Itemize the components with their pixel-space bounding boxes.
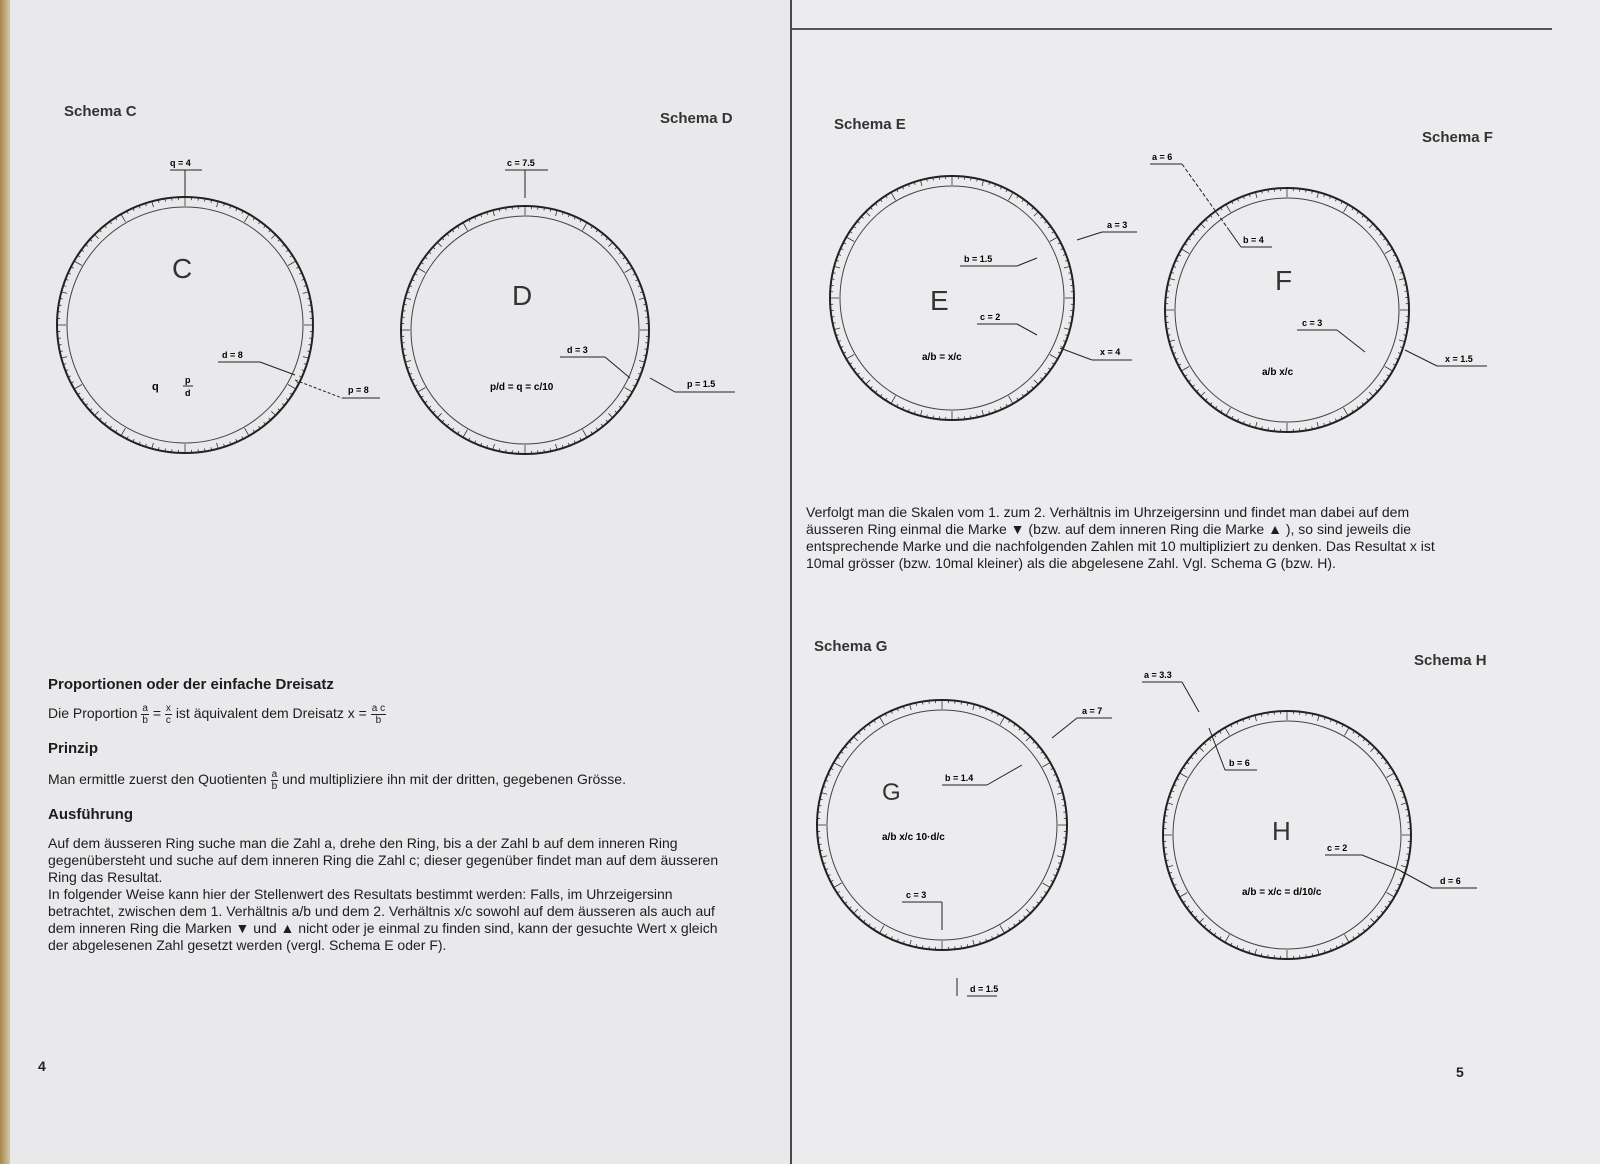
right-page xyxy=(790,0,1600,1164)
scale-tick xyxy=(625,388,633,393)
prinzip-text: Man ermittle zuerst den Quotienten $\frac{a}{b}$ und multipliziere ihn mit der dritten, gegebenen Grösse. xyxy=(48,769,626,792)
dial-c-p-mark: p = 8 xyxy=(348,385,369,395)
dial-c xyxy=(30,140,390,480)
dial-d-formula: p/d = q = c/10 xyxy=(490,382,554,393)
dial-g-b-mark: b = 1.4 xyxy=(945,773,974,783)
scale-paragraph: Verfolgt man die Skalen vom 1. zum 2. Verhältnis im Uhrzeigersinn und findet man dabei auf dem äusseren Ring einmal die Marke ▼ (bzw. auf dem inneren Ring die Marke ▲ ), so sind jeweils die entsprechende Marke und die nachfolgenden Zahlen mit 10 multipliziert zu denken. Das Resultat x ist 10mal grösser (bzw. 10mal kleiner) als die abgelesene Zahl. Vgl. Schema G (bzw. H). xyxy=(806,504,1435,571)
dial-f-a-mark: a = 6 xyxy=(1152,152,1173,162)
scale-tick xyxy=(1226,408,1231,416)
dial-g xyxy=(802,670,1142,1010)
dial-f-letter: F xyxy=(1275,265,1293,296)
scale-tick xyxy=(1344,204,1349,212)
dial-h-formula: a/b = x/c = d/10/c xyxy=(1242,887,1322,898)
scale-tick xyxy=(891,192,896,200)
scale-tick xyxy=(834,883,842,888)
scale-tick xyxy=(846,355,854,360)
page-number-left: 4 xyxy=(38,1058,46,1074)
scale-tick xyxy=(1345,935,1350,943)
scale-tick xyxy=(1050,237,1058,242)
proportion-line: Die Proportion $\frac{a}{b}$ = $\frac{x}{c}$ ist äquivalent dem Dreisatz x = $\frac{\text{a c}}{b}$ xyxy=(48,703,386,726)
dial-h-b-mark: b = 6 xyxy=(1229,758,1250,768)
dial-h-letter: H xyxy=(1272,816,1291,846)
scale-tick xyxy=(463,223,468,231)
dial-f-formula: a/b x/c xyxy=(1262,367,1294,378)
dial-e xyxy=(812,150,1182,460)
dial-f-c-mark: c = 3 xyxy=(1302,318,1323,328)
scale-tick xyxy=(583,430,588,438)
dial-e-b-mark: b = 1.5 xyxy=(964,254,993,264)
scale-tick xyxy=(245,428,250,436)
scale-tick xyxy=(245,214,250,222)
scale-tick xyxy=(463,430,468,438)
fraction-a-b: $\frac{a}{b}$ xyxy=(142,703,148,726)
scale-tick xyxy=(121,214,126,222)
dial-e-x-mark: x = 4 xyxy=(1100,347,1121,357)
dial-f-x-mark: x = 1.5 xyxy=(1445,354,1473,364)
dial-h xyxy=(1137,670,1507,1010)
dial-f-b-mark: b = 4 xyxy=(1243,235,1264,245)
scale-tick xyxy=(1385,367,1393,372)
scale-tick xyxy=(846,237,854,242)
scale-tick xyxy=(1387,893,1395,898)
scale-tick xyxy=(1180,773,1188,778)
dial-d xyxy=(390,150,750,490)
dial-e-letter: E xyxy=(930,285,949,316)
dial-c-formula-q: q xyxy=(152,381,159,393)
scale-tick xyxy=(288,385,296,390)
scale-tick xyxy=(121,428,126,436)
schema-h-label: Schema H xyxy=(1414,652,1487,669)
scale-tick xyxy=(583,223,588,231)
ausfuehrung-text-1: Auf dem äusseren Ring suche man die Zahl a, drehe den Ring, bis a der Zahl b auf dem inneren Ring gegenübersteht und suche auf dem inneren Ring die Zahl c; dieser gegenüber findet man auf dem äusseren Ring das Resultat. xyxy=(48,835,719,885)
scale-tick xyxy=(1050,355,1058,360)
dial-d-c-mark: c = 7.5 xyxy=(507,158,535,168)
heading-prinzip: Prinzip xyxy=(48,740,99,757)
dial-c-formula-p: p xyxy=(185,375,191,385)
schema-f-label: Schema F xyxy=(1422,129,1493,146)
scale-tick xyxy=(880,717,885,725)
scale-tick xyxy=(1387,773,1395,778)
heading-proportion: Proportionen oder der einfache Dreisatz xyxy=(48,676,334,693)
schema-g-label: Schema G xyxy=(814,638,888,655)
scale-tick xyxy=(1225,935,1230,943)
scale-tick xyxy=(1181,249,1189,254)
dial-h-d-mark: d = 6 xyxy=(1440,876,1461,886)
dial-c-letter: C xyxy=(172,253,193,284)
scale-tick xyxy=(625,268,633,273)
proportion-middle: ist äquivalent dem Dreisatz x = xyxy=(175,705,367,722)
scale-tick xyxy=(1181,367,1189,372)
left-page xyxy=(0,0,790,1164)
dial-c-q-mark: q = 4 xyxy=(170,158,191,168)
proportion-section xyxy=(48,676,738,954)
scale-tick xyxy=(1042,763,1050,768)
scale-tick xyxy=(834,763,842,768)
dial-g-d-mark: d = 1.5 xyxy=(970,984,999,994)
dial-e-formula: a/b = x/c xyxy=(922,352,962,363)
dial-c-formula-d: d xyxy=(185,388,191,398)
dial-d-letter: D xyxy=(512,280,533,311)
scale-tick xyxy=(74,261,82,266)
schema-d-label: Schema D xyxy=(660,110,733,127)
scale-tick xyxy=(1009,396,1014,404)
dial-g-formula: a/b x/c 10·d/c xyxy=(882,832,945,843)
scale-tick xyxy=(74,385,82,390)
scale-tick xyxy=(1009,192,1014,200)
dial-h-a-mark: a = 3.3 xyxy=(1144,670,1172,680)
dial-g-a-mark: a = 7 xyxy=(1082,706,1103,716)
scale-tick xyxy=(1344,408,1349,416)
dial-d-p-mark: p = 1.5 xyxy=(687,379,716,389)
scale-tick xyxy=(880,925,885,933)
dial-h-c-mark: c = 2 xyxy=(1327,843,1348,853)
scale-tick xyxy=(1000,925,1005,933)
scale-tick xyxy=(891,396,896,404)
scale-tick xyxy=(418,268,426,273)
scale-tick xyxy=(1042,883,1050,888)
dial-d-d-mark: d = 3 xyxy=(567,345,588,355)
dial-g-letter: G xyxy=(882,779,901,806)
scale-tick xyxy=(1385,249,1393,254)
dial-c-d-mark: d = 8 xyxy=(222,350,243,360)
scale-tick xyxy=(1345,728,1350,736)
dial-g-c-mark: c = 3 xyxy=(906,890,927,900)
fraction-ac-b: $\frac{\text{a c}}{b}$ xyxy=(371,703,386,726)
dial-f xyxy=(1137,150,1507,470)
scale-tick xyxy=(1180,893,1188,898)
scale-tick xyxy=(288,261,296,266)
fraction-x-c: $\frac{x}{c}$ xyxy=(165,703,171,726)
scale-tick xyxy=(1225,728,1230,736)
page-number-right: 5 xyxy=(1456,1064,1464,1080)
heading-ausfuehrung: Ausführung xyxy=(48,806,133,823)
scale-tick xyxy=(418,388,426,393)
schema-c-label: Schema C xyxy=(64,103,137,120)
proportion-prefix: Die Proportion xyxy=(48,705,138,722)
schema-e-label: Schema E xyxy=(834,116,906,133)
scale-tick xyxy=(1000,717,1005,725)
scale-tick xyxy=(1226,204,1231,212)
dial-e-a-mark: a = 3 xyxy=(1107,220,1128,230)
ausfuehrung-text-2: In folgender Weise kann hier der Stellenwert des Resultats bestimmt werden: Falls, im Uhrzeigersinn betrachtet, zwischen dem 1. Verhältnis a/b und dem 2. Verhältnis x/c sowohl auf dem äusseren als auch auf dem inneren Ring die Marken ▼ und ▲ nicht oder je einmal zu finden sind, kann der gesuchte Wert x gleich der abgelesenen Zahl gesetzt werden (vergl. Schema E oder F). xyxy=(48,886,718,953)
dial-e-c-mark: c = 2 xyxy=(980,312,1001,322)
